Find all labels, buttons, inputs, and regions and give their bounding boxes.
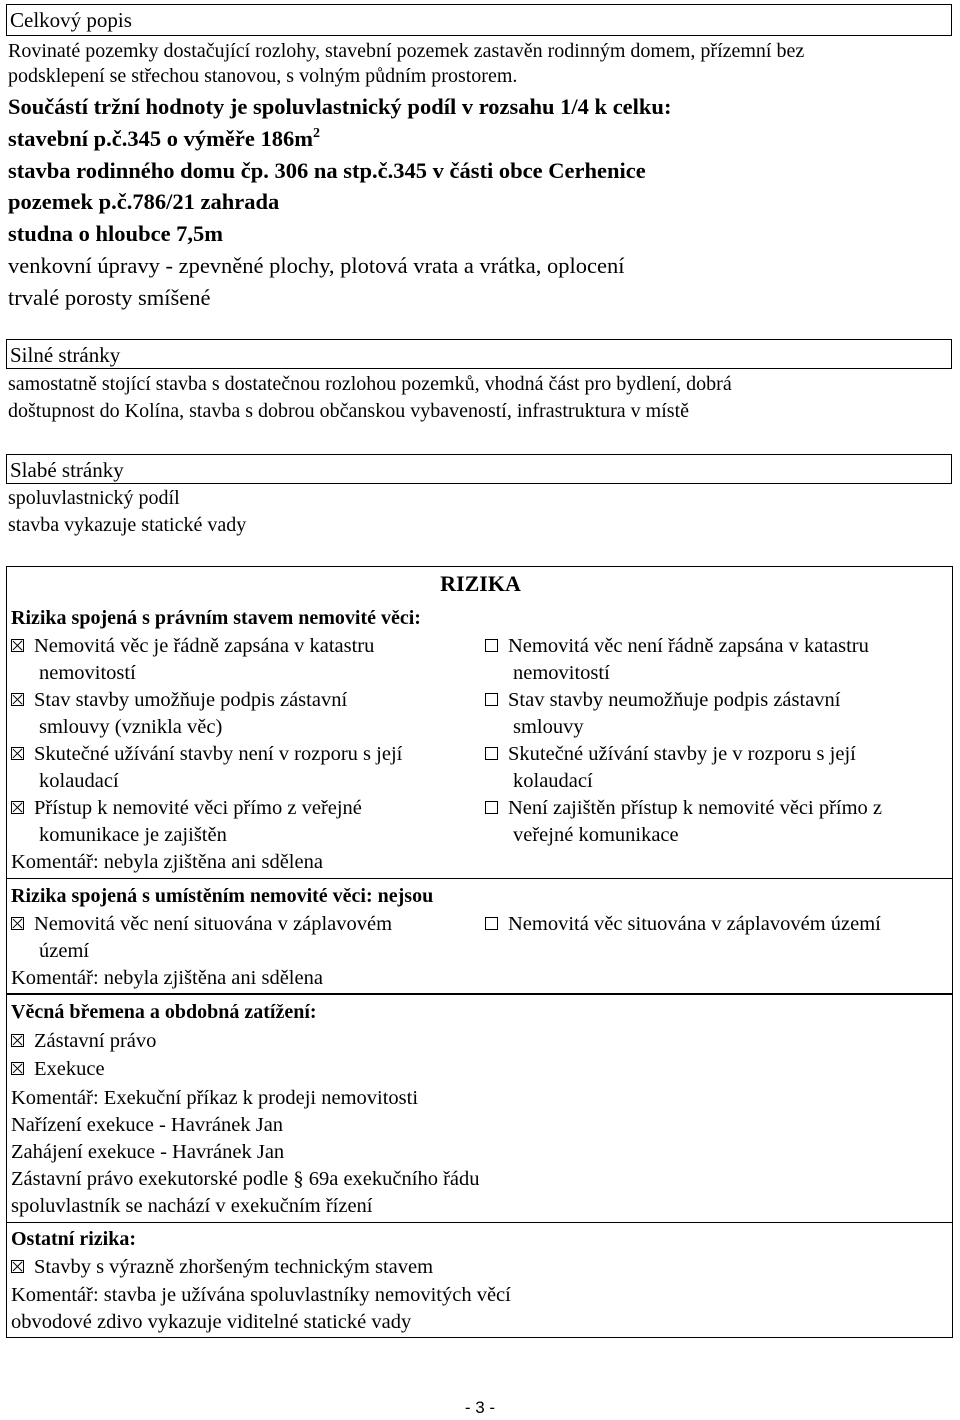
rizika-bremena-section [6, 994, 953, 1223]
bremena-line2: Nařízení exekuce - Havránek Jan [11, 1114, 284, 1136]
rizika-pravni-section [6, 566, 953, 879]
bremena-line1: Komentář: Exekuční příkaz k prodeji nemovitosti [11, 1087, 419, 1109]
ostatni-item1-text: Stavby s výrazně zhoršeným technickým stavem [34, 1256, 434, 1278]
pravni-r3b-l2: kolaudací [513, 770, 593, 792]
page-number: - 3 - [464, 1398, 496, 1417]
celkovy-desc-line2: podsklepení se střechou stanovou, s volným půdním prostorem. [8, 65, 518, 87]
bremena-item1 [11, 1028, 156, 1055]
silne-line1: samostatně stojící stavba s dostatečnou rozlohou pozemků, vhodná část pro bydlení, dobrá [8, 373, 732, 395]
pravni-r2b [485, 687, 841, 714]
pravni-r4b [485, 795, 882, 822]
bremena-header: Věcná břemena a obdobná zatížení: [11, 1001, 317, 1023]
checked-checkbox-icon[interactable] [11, 1260, 24, 1273]
unchecked-checkbox-icon[interactable] [485, 917, 498, 930]
pravni-r1b-l2: nemovitostí [513, 662, 610, 684]
checked-checkbox-icon[interactable] [11, 1062, 24, 1075]
celkovy-bold-line4: pozemek p.č.786/21 zahrada [8, 189, 280, 214]
silne-header-text: Silné stránky [10, 343, 121, 367]
pravni-header: Rizika spojená s právním stavem nemovité věci: [11, 607, 421, 629]
pravni-r3b-l1: Skutečné užívání stavby je v rozporu s její [508, 743, 856, 765]
pravni-r2b-l2: smlouvy [513, 716, 584, 738]
rizika-umisteni-section [6, 879, 953, 994]
rizika-ostatni-section [6, 1223, 953, 1338]
pravni-r1a-l1: Nemovitá věc je řádně zapsána v katastru [34, 635, 375, 657]
bremena-item1-text: Zástavní právo [34, 1030, 157, 1052]
celkovy-bold-line2-text: stavební p.č.345 o výměře 186m [8, 126, 313, 151]
unchecked-checkbox-icon[interactable] [485, 639, 498, 652]
umisteni-comment: Komentář: nebyla zjištěna ani sdělena [11, 967, 323, 989]
pravni-r1a-l2: nemovitostí [39, 662, 136, 684]
pravni-r3b [485, 741, 856, 768]
ostatni-line2: obvodové zdivo vykazuje viditelné statické vady [11, 1311, 412, 1333]
celkovy-bold-line1: Součástí tržní hodnoty je spoluvlastnický podíl v rozsahu 1/4 k celku: [8, 94, 672, 119]
checked-checkbox-icon[interactable] [11, 693, 24, 706]
bremena-item2 [11, 1056, 105, 1083]
unchecked-checkbox-icon[interactable] [485, 801, 498, 814]
checked-checkbox-icon[interactable] [11, 747, 24, 760]
bremena-line4: Zástavní právo exekutorské podle § 69a exekučního řádu [11, 1168, 480, 1190]
umisteni-a [11, 911, 392, 938]
umisteni-a-l2: území [39, 940, 90, 962]
checked-checkbox-icon[interactable] [11, 639, 24, 652]
pravni-r3a [11, 741, 402, 768]
celkovy-bold-line7: trvalé porosty smíšené [8, 285, 211, 310]
pravni-r2a [11, 687, 347, 714]
pravni-r1a [11, 633, 374, 660]
unchecked-checkbox-icon[interactable] [485, 693, 498, 706]
checked-checkbox-icon[interactable] [11, 801, 24, 814]
pravni-r4b-l1: Není zajištěn přístup k nemovité věci přímo z [508, 797, 883, 819]
pravni-r1b [485, 633, 869, 660]
checked-checkbox-icon[interactable] [11, 1034, 24, 1047]
unchecked-checkbox-icon[interactable] [485, 747, 498, 760]
rizika-title: RIZIKA [440, 571, 521, 596]
celkovy-bold-line3: stavba rodinného domu čp. 306 na stp.č.345 v části obce Cerhenice [8, 158, 646, 183]
ostatni-header: Ostatní rizika: [11, 1228, 136, 1250]
pravni-r2b-l1: Stav stavby neumožňuje podpis zástavní [508, 689, 841, 711]
celkovy-desc-line1: Rovinaté pozemky dostačující rozlohy, stavební pozemek zastavěn rodinným domem, přízemní bez [8, 40, 805, 62]
ostatni-item1 [11, 1254, 433, 1281]
umisteni-header: Rizika spojená s umístěním nemovité věci: nejsou [11, 885, 434, 907]
slabe-header-text: Slabé stránky [10, 458, 124, 482]
section-header-slabe-stranky [6, 454, 952, 484]
checked-checkbox-icon[interactable] [11, 917, 24, 930]
slabe-line2: stavba vykazuje statické vady [8, 514, 247, 536]
bremena-line5: spoluvlastník se nachází v exekučním řízení [11, 1195, 373, 1217]
section-header-celkovy-popis [6, 4, 952, 36]
celkovy-bold-line2 [8, 123, 320, 159]
bremena-line3: Zahájení exekuce - Havránek Jan [11, 1141, 285, 1163]
pravni-r4a-l2: komunikace je zajištěn [39, 824, 227, 846]
pravni-r2a-l1: Stav stavby umožňuje podpis zástavní [34, 689, 348, 711]
pravni-r2a-l2: smlouvy (vznikla věc) [39, 716, 223, 738]
section-header-silne-stranky [6, 339, 952, 369]
celkovy-bold-line6: venkovní úpravy - zpevněné plochy, plotová vrata a vrátka, oplocení [8, 253, 625, 278]
pravni-r3a-l2: kolaudací [39, 770, 119, 792]
pravni-r4a-l1: Přístup k nemovité věci přímo z veřejné [34, 797, 362, 819]
silne-line2: doštupnost do Kolína, stavba s dobrou občanskou vybaveností, infrastruktura v místě [8, 400, 690, 422]
celkovy-superscript: 2 [312, 126, 320, 141]
pravni-comment: Komentář: nebyla zjištěna ani sdělena [11, 851, 323, 873]
umisteni-b [485, 911, 881, 938]
slabe-line1: spoluvlastnický podíl [8, 487, 180, 509]
celkovy-header-text: Celkový popis [10, 8, 132, 32]
umisteni-b-l1: Nemovitá věc situována v záplavovém území [508, 913, 881, 935]
celkovy-bold-line5: studna o hloubce 7,5m [8, 221, 224, 246]
pravni-r4b-l2: veřejné komunikace [513, 824, 679, 846]
pravni-r4a [11, 795, 362, 822]
pravni-r3a-l1: Skutečné užívání stavby není v rozporu s její [34, 743, 403, 765]
bremena-item2-text: Exekuce [34, 1058, 105, 1080]
pravni-r1b-l1: Nemovitá věc není řádně zapsána v katastru [508, 635, 869, 657]
ostatni-line1: Komentář: stavba je užívána spoluvlastníky nemovitých věcí [11, 1284, 511, 1306]
umisteni-a-l1: Nemovitá věc není situována v záplavovém [34, 913, 393, 935]
